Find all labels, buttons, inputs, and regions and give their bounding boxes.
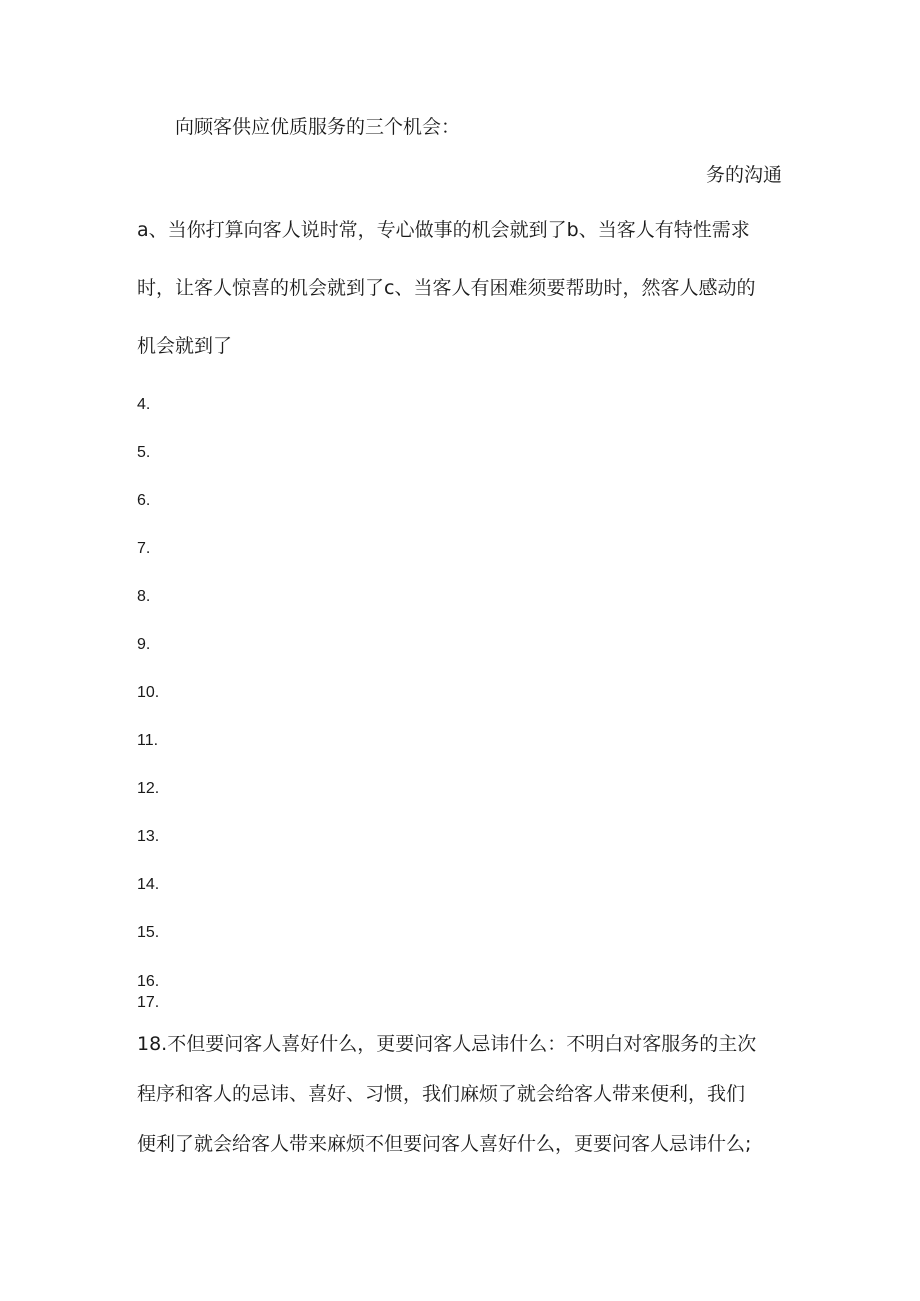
list-number: 17. <box>137 994 160 1011</box>
paragraph-line: a、当你打算向客人说时常，专心做事的机会就到了b、当客人有特性需求 <box>137 219 750 241</box>
list-number: 13. <box>137 828 160 845</box>
list-number: 8. <box>137 588 151 605</box>
list-number: 7. <box>137 540 151 557</box>
list-number: 6. <box>137 492 151 509</box>
paragraph-line: 18.不但要问客人喜好什么，更要问客人忌讳什么：不明白对客服务的主次 <box>137 1033 757 1055</box>
paragraph-line: 时，让客人惊喜的机会就到了c、当客人有困难须要帮助时，然客人感动的 <box>137 277 756 299</box>
list-number: 14. <box>137 876 160 893</box>
section-heading: 向顾客供应优质服务的三个机会： <box>175 116 461 138</box>
list-number: 12. <box>137 780 160 797</box>
list-number: 15. <box>137 924 160 941</box>
paragraph-line: 便利了就会给客人带来麻烦不但要问客人喜好什么，更要问客人忌讳什么; <box>137 1133 752 1155</box>
list-number: 5. <box>137 444 151 461</box>
list-number: 11. <box>137 732 159 749</box>
list-number: 4. <box>137 396 151 413</box>
paragraph-line: 机会就到了 <box>137 335 233 357</box>
paragraph-line: 程序和客人的忌讳、喜好、习惯，我们麻烦了就会给客人带来便利，我们 <box>137 1083 746 1105</box>
list-number: 16. <box>137 973 160 990</box>
list-number: 9. <box>137 636 151 653</box>
list-number: 10. <box>137 684 160 701</box>
right-aligned-fragment: 务的沟通 <box>705 164 782 186</box>
